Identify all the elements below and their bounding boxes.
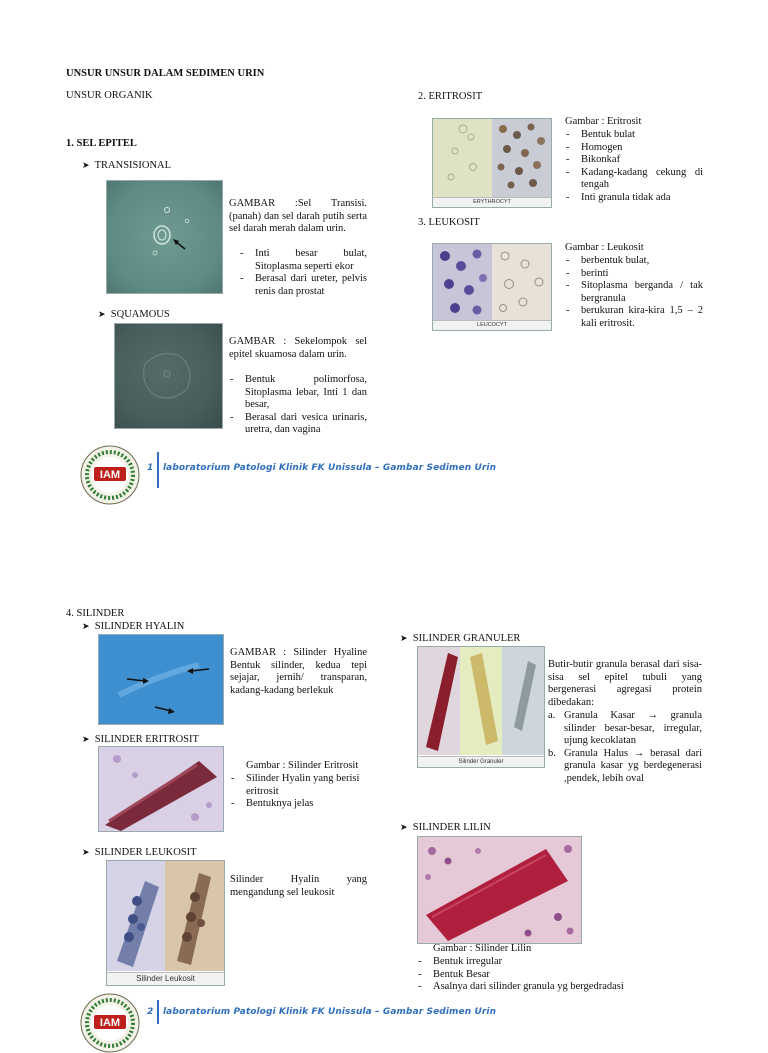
- footer-divider: [157, 452, 159, 488]
- label-silinder-leukosit: ➤ SILINDER LEUKOSIT: [82, 847, 197, 858]
- section-sel-epitel: 1. SEL EPITEL: [66, 138, 137, 149]
- granuler-item-b: [548, 748, 702, 786]
- logo-text: IAM: [99, 469, 121, 481]
- image-caption: Silinder Granuler: [418, 756, 544, 767]
- item-marker: b.: [548, 747, 556, 759]
- image-caption: LEUCOCYT: [433, 320, 551, 330]
- bullet-item: - Berasal dari ureter, pelvis renis dan prostat: [229, 273, 367, 298]
- footer-text: laboratorium Patologi Klinik FK Unissula – Gambar Sedimen Urin: [163, 463, 497, 473]
- leukocyte-cast-image: [106, 860, 225, 986]
- waxy-cast-image: [417, 836, 582, 944]
- bullet-item: - Bentuk polimorfosa, Sitoplasma lebar, Inti 1 dan besar,: [229, 374, 367, 412]
- bullet-item: - Bentuk irregular: [417, 956, 717, 969]
- iam-logo-icon: [80, 445, 140, 505]
- subheading-organik: UNSUR ORGANIK: [66, 90, 153, 101]
- squamous-cell-image: [114, 323, 223, 429]
- hyaline-cast-image: [98, 634, 224, 725]
- item-text: Granula Kasar → granula silinder besar-besar, irregular, ujung kecoklatan: [564, 710, 702, 746]
- bullet-item: - Silinder Hyalin yang berisi eritrosit: [230, 773, 367, 798]
- bullet-item: - berinti: [565, 268, 703, 281]
- bullet-item: - Berasal dari vesica urinaris, uretra, dan vagina: [229, 412, 367, 437]
- erythrocyte-cast-image: [98, 746, 224, 832]
- bullet-item: - berbentuk bulat,: [565, 255, 703, 268]
- bullet-item: - Bikonkaf: [565, 154, 703, 167]
- bullet-item: - berukuran kira-kira 1,5 – 2 kali eritrosit.: [565, 305, 703, 330]
- granuler-item-a: [548, 710, 702, 748]
- bullet-item: - Bentuk bulat: [565, 129, 703, 142]
- section-leukosit: 3. LEUKOSIT: [418, 217, 480, 228]
- bullet-item: - Kadang-kadang cekung di tengah: [565, 167, 703, 192]
- page-heading: UNSUR UNSUR DALAM SEDIMEN URIN: [66, 68, 265, 79]
- arrow-bullet-icon: ➤: [400, 823, 408, 833]
- transitional-cell-image: [106, 180, 223, 294]
- list-eritrosit: [565, 129, 703, 204]
- list-squamous: [229, 374, 367, 437]
- label-silinder-eritrosit: ➤ SILINDER ERITROSIT: [82, 734, 199, 745]
- bullet-item: - Inti granula tidak ada: [565, 192, 703, 205]
- section-eritrosit: 2. ERITROSIT: [418, 91, 483, 102]
- caption-transisional: GAMBAR :Sel Transisi. (panah) dan sel darah putih serta sel darah merah dalam urin.: [229, 198, 367, 234]
- label-transisional: ➤ TRANSISIONAL: [82, 160, 172, 171]
- arrow-bullet-icon: ➤: [98, 310, 106, 320]
- image-caption: Silinder Leukosit: [107, 972, 224, 985]
- caption-granuler: Butir-butir granula berasal dari sisa-sisa sel epitel tubuli yang bergenerasi agregasi protein dibedakan:: [548, 659, 702, 708]
- section-silinder: 4. SILINDER: [66, 608, 125, 619]
- list-transisional: [229, 248, 367, 298]
- bullet-item: - Sitoplasma berganda / tak bergranula: [565, 280, 703, 305]
- caption-leukosit: Gambar : Leukosit: [565, 242, 644, 253]
- logo-text: IAM: [99, 1017, 121, 1029]
- bullet-item: - Inti besar bulat, Sitoplasma seperti ekor: [229, 248, 367, 273]
- label-silinder-lilin: ➤ SILINDER LILIN: [400, 822, 491, 833]
- item-text: Granula Halus → berasal dari granula kasar yg berdegenerasi ,pendek, lebih oval: [564, 747, 702, 784]
- item-marker: a.: [548, 710, 556, 721]
- arrow-bullet-icon: ➤: [82, 735, 90, 745]
- page-number: 1: [147, 463, 154, 473]
- bullet-item: - Bentuk Besar: [417, 969, 717, 982]
- bullet-item: - Asalnya dari silinder granula yg bergedradasi: [417, 981, 717, 994]
- label-silinder-hyalin: ➤ SILINDER HYALIN: [82, 621, 185, 632]
- erythrocyte-image: [432, 118, 552, 208]
- caption-lilin: Gambar : Silinder Lilin: [433, 943, 532, 954]
- label-squamous: ➤ SQUAMOUS: [98, 309, 170, 320]
- footer-divider: [157, 1000, 159, 1024]
- caption-squamous: GAMBAR : Sekelompok sel epitel skuamosa dalam urin.: [229, 336, 367, 360]
- arrow-bullet-icon: ➤: [82, 161, 90, 171]
- arrow-bullet-icon: ➤: [82, 848, 90, 858]
- granular-cast-image: [417, 646, 545, 768]
- caption-silinder-eritrosit: Gambar : Silinder Eritrosit: [246, 760, 359, 771]
- arrow-bullet-icon: ➤: [400, 634, 408, 644]
- list-granuler: [548, 710, 702, 785]
- list-lilin: [417, 956, 717, 994]
- arrow-bullet-icon: ➤: [82, 622, 90, 632]
- page-number: 2: [147, 1007, 154, 1017]
- footer-text: laboratorium Patologi Klinik FK Unissula – Gambar Sedimen Urin: [163, 1007, 497, 1017]
- label-silinder-granuler: ➤ SILINDER GRANULER: [400, 633, 521, 644]
- caption-eritrosit: Gambar : Eritrosit: [565, 116, 642, 127]
- image-caption: ERYTHROCYT: [433, 197, 551, 207]
- list-leukosit: [565, 255, 703, 330]
- bullet-item: - Bentuknya jelas: [230, 798, 367, 811]
- list-silinder-eritrosit: [230, 773, 367, 811]
- leukocyte-image: [432, 243, 552, 331]
- caption-silinder-leukosit: Silinder Hyalin yang mengandung sel leukosit: [230, 874, 367, 898]
- iam-logo-icon: [80, 993, 140, 1053]
- caption-hyalin: GAMBAR : Silinder Hyaline Bentuk silinder, kedua tepi sejajar, jernih/ transparan, kadang-kadang berlekuk: [230, 647, 367, 696]
- bullet-item: - Homogen: [565, 142, 703, 155]
